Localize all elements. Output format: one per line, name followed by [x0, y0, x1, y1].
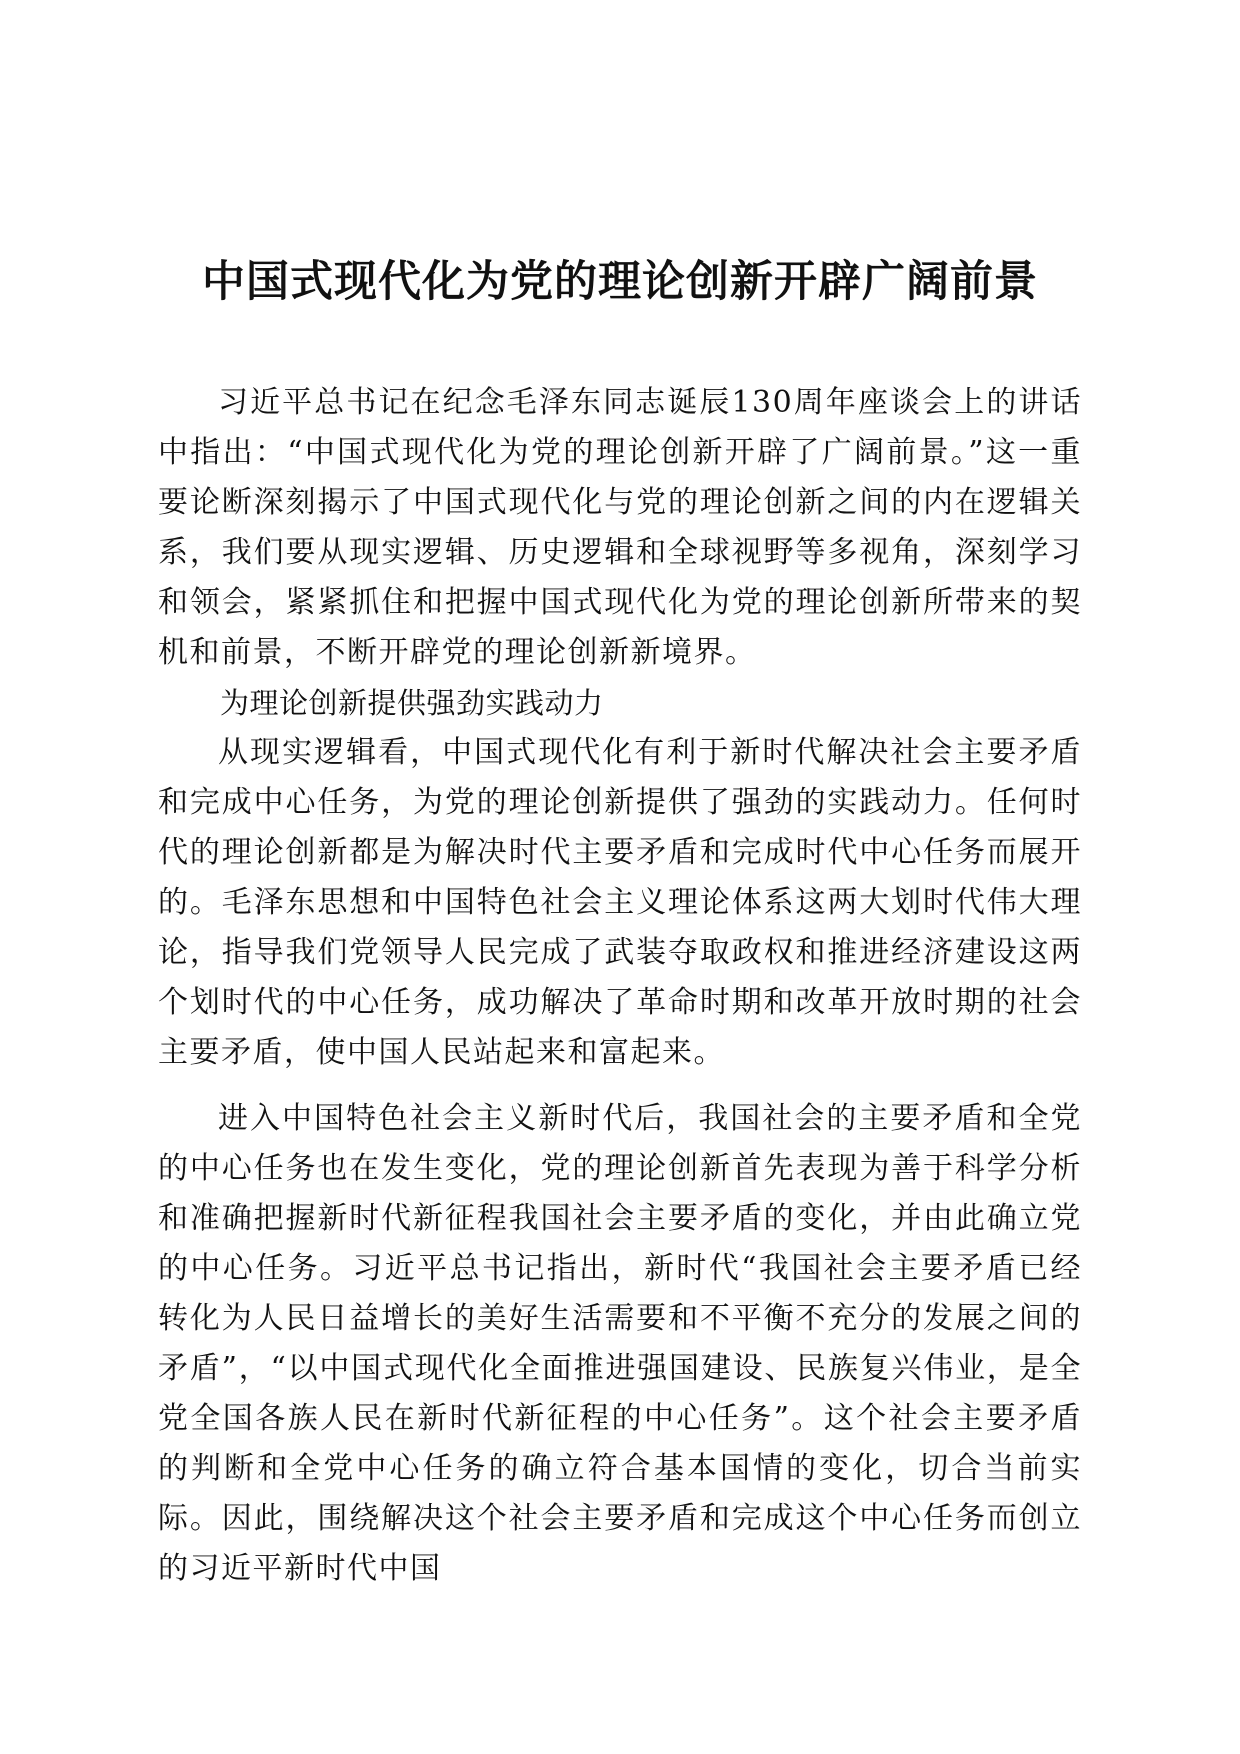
article-body — [158, 378, 1082, 1594]
page-title: 中国式现代化为党的理论创新开辟广阔前景 — [202, 257, 1038, 307]
body-paragraph: 进入中国特色社会主义新时代后，我国社会的主要矛盾和全党的中心任务也在发生变化，党的理论创新首先表现为善于科学分析和准确把握新时代新征程我国社会主要矛盾的变化，并由此确立党的中心任务。习近平总书记指出，新时代“我国社会主要矛盾已经转化为人民日益增长的美好生活需要和不平衡不充分的发展之间的矛盾”，“以中国式现代化全面推进强国建设、民族复兴伟业，是全党全国各族人民在新时代新征程的中心任务”。这个社会主要矛盾的判断和全党中心任务的确立符合基本国情的变化，切合当前实际。因此，围绕解决这个社会主要矛盾和完成这个中心任务而创立的习近平新时代中国 — [158, 1101, 1082, 1586]
section-heading: 为理论创新提供强劲实践动力 — [220, 686, 604, 720]
intro-paragraph: 习近平总书记在纪念毛泽东同志诞辰130周年座谈会上的讲话中指出：“中国式现代化为党的理论创新开辟了广阔前景。”这一重要论断深刻揭示了中国式现代化与党的理论创新之间的内在逻辑关系，我们要从现实逻辑、历史逻辑和全球视野等多视角，深刻学习和领会，紧紧抓住和把握中国式现代化为党的理论创新所带来的契机和前景，不断开辟党的理论创新新境界。 — [158, 385, 1082, 670]
body-paragraph: 从现实逻辑看，中国式现代化有利于新时代解决社会主要矛盾和完成中心任务，为党的理论创新提供了强劲的实践动力。任何时代的理论创新都是为解决时代主要矛盾和完成时代中心任务而展开的。毛泽东思想和中国特色社会主义理论体系这两大划时代伟大理论，指导我们党领导人民完成了武装夺取政权和推进经济建设这两个划时代的中心任务，成功解决了革命时期和改革开放时期的社会主要矛盾，使中国人民站起来和富起来。 — [158, 735, 1082, 1070]
